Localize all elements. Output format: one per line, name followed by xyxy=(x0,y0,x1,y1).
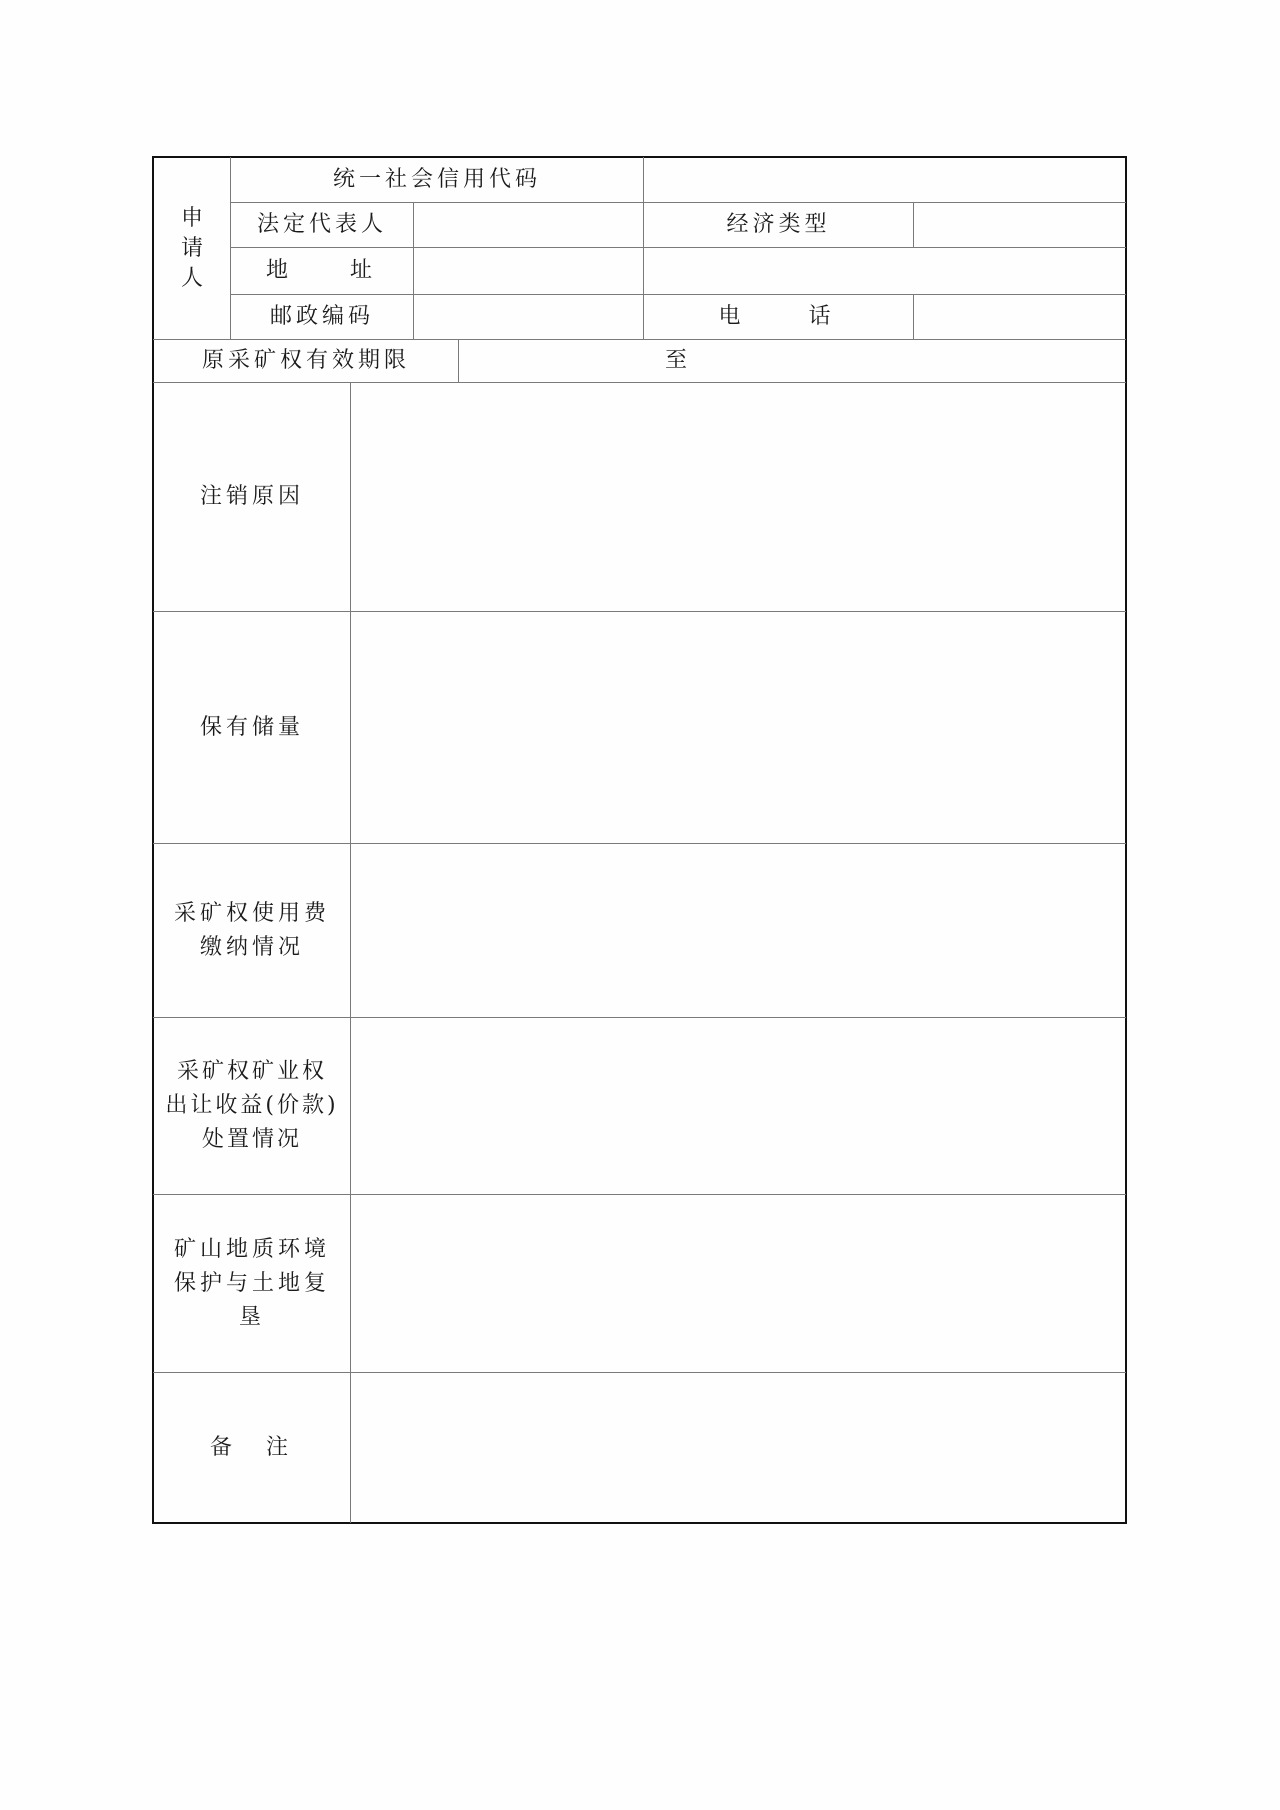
label-line: 采矿权矿业权 xyxy=(176,1059,327,1084)
environment-protection-label xyxy=(154,1195,350,1372)
legal-rep-field[interactable] xyxy=(414,203,643,247)
legal-rep-label: 法定代表人 xyxy=(256,212,387,237)
phone-label: 电 话 xyxy=(718,304,839,329)
usage-fee-label xyxy=(154,844,350,1017)
address-label: 地 址 xyxy=(265,258,378,283)
retained-reserves-field[interactable] xyxy=(351,612,1125,843)
label-line: 备 注 xyxy=(209,1434,294,1460)
transfer-income-field[interactable] xyxy=(351,1018,1125,1194)
phone-field[interactable] xyxy=(914,295,1125,339)
cancellation-reason-label xyxy=(154,383,350,611)
cancellation-reason-field[interactable] xyxy=(351,383,1125,611)
applicant-char: 申 xyxy=(180,205,203,231)
economic-type-label: 经济类型 xyxy=(726,212,831,237)
validity-separator: 至 xyxy=(664,348,687,373)
label-line: 出让收益(价款) xyxy=(165,1093,339,1118)
applicant-char: 请 xyxy=(180,235,203,261)
label-line: 注销原因 xyxy=(199,484,304,509)
validity-end-field[interactable] xyxy=(690,340,1125,382)
transfer-income-label xyxy=(154,1018,350,1194)
environment-protection-field[interactable] xyxy=(351,1195,1125,1372)
validity-label: 原采矿权有效期限 xyxy=(201,348,410,373)
label-line: 垦 xyxy=(238,1304,265,1330)
label-line: 采矿权使用费 xyxy=(173,900,330,926)
label-line: 保护与土地复 xyxy=(173,1270,330,1296)
economic-type-field[interactable] xyxy=(914,203,1125,247)
postcode-label: 邮政编码 xyxy=(269,304,374,329)
credit-code-label: 统一社会信用代码 xyxy=(332,167,541,192)
label-line: 处置情况 xyxy=(201,1127,302,1152)
label-line: 矿山地质环境 xyxy=(173,1236,330,1262)
remarks-field[interactable] xyxy=(351,1373,1125,1522)
address-field[interactable] xyxy=(414,248,1125,294)
applicant-char: 人 xyxy=(180,265,203,291)
validity-start-field[interactable] xyxy=(459,340,664,382)
credit-code-field[interactable] xyxy=(644,158,1125,202)
usage-fee-field[interactable] xyxy=(351,844,1125,1017)
retained-reserves-label xyxy=(154,612,350,843)
postcode-field[interactable] xyxy=(414,295,643,339)
applicant-group-label xyxy=(154,158,230,339)
label-line: 缴纳情况 xyxy=(199,934,304,960)
label-line: 保有储量 xyxy=(199,714,304,740)
remarks-label xyxy=(154,1373,350,1522)
